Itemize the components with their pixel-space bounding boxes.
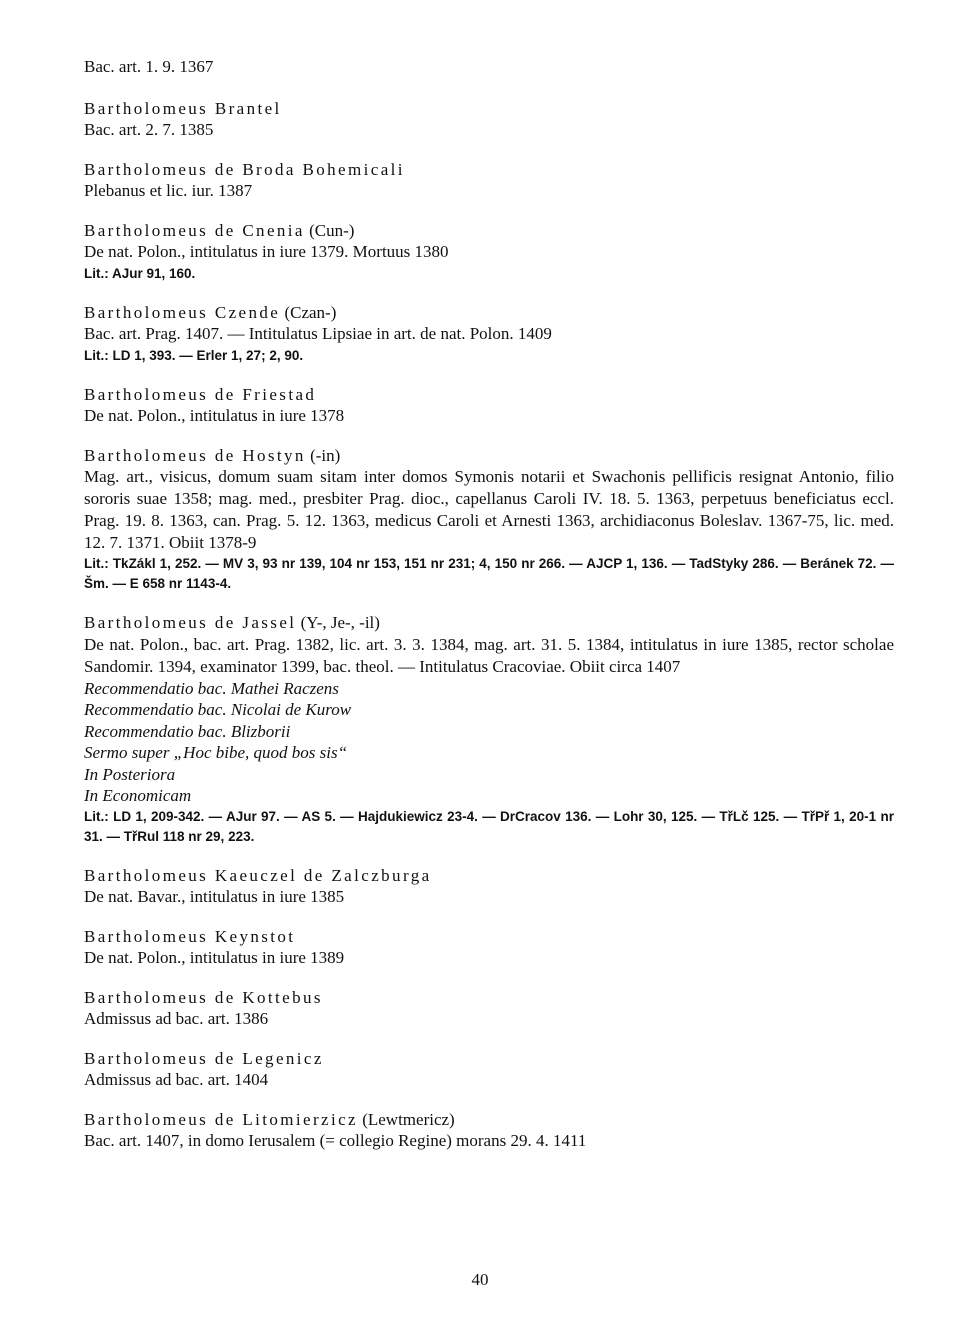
literature-paragraph: Lit.: LD 1, 209-342. — AJur 97. — AS 5. — Hajdukiewicz 23-4. — DrCracov 136. — Lohr 30, 125. — TřLč 125. — TřPř 1, 20-1 nr 31. — TřRul 118 nr 29, 223. xyxy=(84,808,894,844)
entry-hostyn xyxy=(84,445,894,595)
entry-line: Bac. art. Prag. 1407. — Intitulatus Lipsiae in art. de nat. Polon. 1409 xyxy=(84,324,552,343)
page-number: 40 xyxy=(471,1270,489,1289)
work-title: Recommendatio bac. Nicolai de Kurow xyxy=(84,700,352,719)
literature-line: Lit.: LD 1, 393. — Erler 1, 27; 2, 90. xyxy=(84,347,304,363)
entry-name: Bartholomeus de Hostyn (-in) xyxy=(84,445,341,465)
entry-name: Bartholomeus de Kottebus xyxy=(84,987,323,1007)
entry-friestad xyxy=(84,384,894,427)
entry-line: De nat. Polon., intitulatus in iure 1389 xyxy=(84,948,345,967)
entry-cnenia xyxy=(84,220,894,284)
entry-kottebus xyxy=(84,987,894,1030)
work-title: Recommendatio bac. Mathei Raczens xyxy=(84,678,339,698)
entry-czende xyxy=(84,302,894,366)
entry-name: Bartholomeus de Broda Bohemicali xyxy=(84,159,405,179)
entry-name: Bartholomeus de Jassel (Y-, Je-, -il) xyxy=(84,613,380,632)
entry-name: Bartholomeus de Cnenia (Cun-) xyxy=(84,220,355,240)
entry-jassel xyxy=(84,612,894,847)
entry-line: Admissus ad bac. art. 1404 xyxy=(84,1070,269,1089)
entry-line: Plebanus et lic. iur. 1387 xyxy=(84,181,253,200)
entry-keynstot xyxy=(84,926,894,969)
entry-line: Bac. art. 2. 7. 1385 xyxy=(84,120,214,139)
entry-name: Bartholomeus Kaeuczel de Zalczburga xyxy=(84,865,432,885)
entry-name: Bartholomeus de Friestad xyxy=(84,384,317,404)
entry-name: Bartholomeus Brantel xyxy=(84,98,282,118)
entry-line: Admissus ad bac. art. 1386 xyxy=(84,1009,269,1028)
entry-name: Bartholomeus Keynstot xyxy=(84,926,296,946)
literature-paragraph: Lit.: TkZákl 1, 252. — MV 3, 93 nr 139, 104 nr 153, 151 nr 231; 4, 150 nr 266. — AJCP 1, 136. — TadStyky 286. — Beránek 72. — Šm. — E 658 nr 1143-4. xyxy=(84,556,894,591)
entry-line: Bac. art. 1407, in domo Ierusalem (= collegio Regine) morans 29. 4. 1411 xyxy=(84,1131,587,1150)
work-title: Recommendatio bac. Blizborii xyxy=(84,721,291,741)
literature-line: Lit.: AJur 91, 160. xyxy=(84,265,196,281)
entry-paragraph: Mag. art., visicus, domum suam sitam inter domos Symonis notarii et Swachonis pellificis resignat Antonio, filio sororis suae 1358; mag. med., presbiter Prag. dioc., capellanus Caroli IV. 18. 5. 1363, perpetuus beneficiatus eccl. Prag. 19. 8. 1363, can. Prag. 5. 12. 1363, medicus Caroli et Arnesti 1363, archidiaconus Boleslav. 1367-75, lic. med. 12. 7. 1371. Obiit 1378-9 xyxy=(84,467,894,552)
entry-brantel xyxy=(84,98,894,141)
entry-line: De nat. Polon., intitulatus in iure 1378 xyxy=(84,406,345,425)
entry-broda xyxy=(84,159,894,202)
entry-line: Bac. art. 1. 9. 1367 xyxy=(84,57,214,76)
entry-litomierzicz xyxy=(84,1109,894,1152)
entry-line: De nat. Bavar., intitulatus in iure 1385 xyxy=(84,887,345,906)
entry-name: Bartholomeus Czende (Czan-) xyxy=(84,302,337,322)
work-title: In Economicam xyxy=(84,786,192,805)
work-title: Sermo super „Hoc bibe, quod bos sis“ xyxy=(84,743,348,762)
entry-kaeuczel xyxy=(84,865,894,908)
entry-name: Bartholomeus de Legenicz xyxy=(84,1048,324,1068)
entry-paragraph: De nat. Polon., bac. art. Prag. 1382, lic. art. 3. 3. 1384, mag. art. 31. 5. 1384, intitulatus in iure 1385, rector scholae Sandomir. 1394, examinator 1399, bac. theol. — Intitulatus Cracoviae. Obiit circa 1407 xyxy=(84,634,894,676)
page-body xyxy=(84,56,894,1170)
work-title: In Posteriora xyxy=(84,764,176,784)
entry-top xyxy=(84,56,894,78)
entry-legenicz xyxy=(84,1048,894,1091)
entry-line: De nat. Polon., intitulatus in iure 1379. Mortuus 1380 xyxy=(84,242,449,261)
entry-name: Bartholomeus de Litomierzicz (Lewtmericz) xyxy=(84,1109,455,1129)
